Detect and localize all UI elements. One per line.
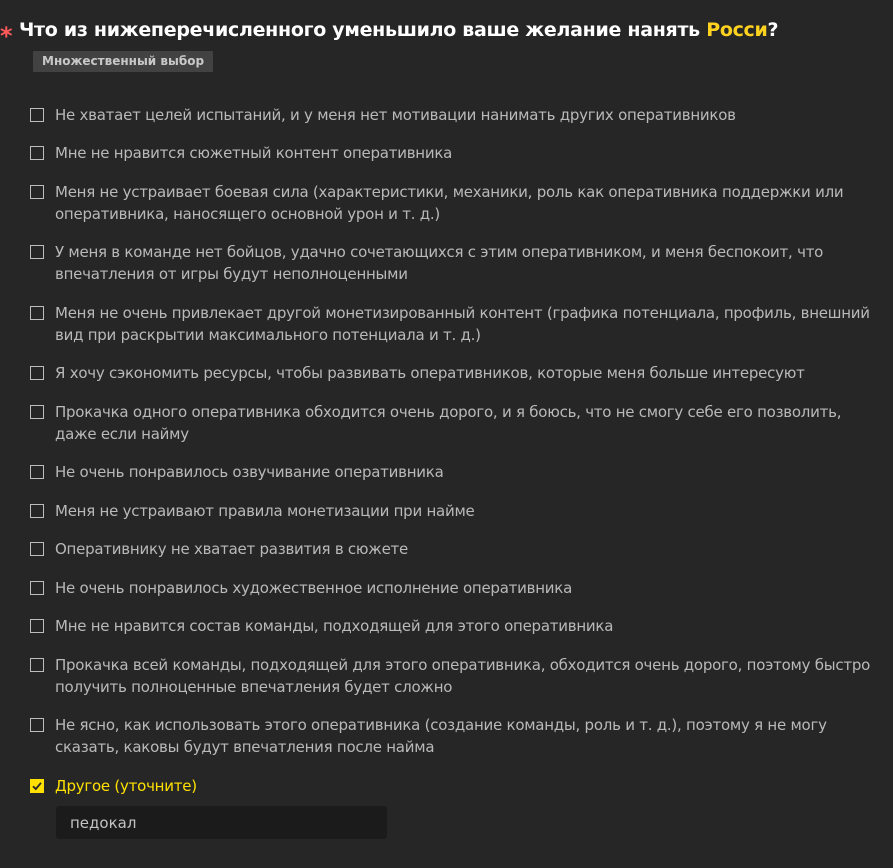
option-label: Я хочу сэкономить ресурсы, чтобы развивать оперативников, которые меня больше интересуют [55,364,805,382]
checkbox[interactable] [30,306,44,320]
option-label: Прокачка всей команды, подходящей для этого оперативника, обходится очень дорого, поэтому быстро получить полноценные впечатления будет сложно [55,656,871,696]
other-input-container [56,806,387,839]
required-marker: * [0,22,13,50]
option-label: Другое (уточните) [55,777,197,795]
checkbox[interactable] [30,465,44,479]
option-label: У меня в команде нет бойцов, удачно сочетающихся с этим оперативником, и меня беспокоит, что впечатления от игры будут неполноценными [55,243,824,283]
checkbox[interactable] [30,619,44,633]
option-label: Меня не очень привлекает другой монетизированный контент (графика потенциала, профиль, внешний вид при раскрытии максимального потенциала и т. д.) [55,304,870,344]
checkbox[interactable] [30,504,44,518]
checkbox[interactable] [30,366,44,380]
question-title-suffix: ? [767,19,779,41]
option-label: Оперативнику не хватает развития в сюжете [55,540,409,558]
checkmark-icon [32,781,42,791]
checkbox[interactable] [30,542,44,556]
checkbox[interactable] [30,185,44,199]
question-title-prefix: Что из нижеперечисленного уменьшило ваше желание нанять [19,19,707,41]
option-label: Не ясно, как использовать этого оперативника (создание команды, роль и т. д.), поэтому я не могу сказать, каковы будут впечатления после найма [55,716,827,756]
checkbox[interactable] [30,146,44,160]
option-label: Мне не нравится сюжетный контент оперативника [55,144,453,162]
checkbox[interactable] [30,108,44,122]
other-specify-input[interactable] [56,806,387,839]
checkbox[interactable] [30,245,44,259]
option-label: Не очень понравилось художественное исполнение оперативника [55,579,573,597]
option-label: Не очень понравилось озвучивание оперативника [55,463,444,481]
question-title [19,17,879,43]
checkbox[interactable] [30,658,44,672]
checkbox[interactable] [30,718,44,732]
checkbox[interactable] [30,405,44,419]
checkbox[interactable] [30,581,44,595]
checkbox[interactable] [30,779,44,793]
option-label: Не хватает целей испытаний, и у меня нет мотивации нанимать других оперативников [55,106,736,124]
question-type-badge: Множественный выбор [33,51,213,72]
option-label: Меня не устраивают правила монетизации при найме [55,502,475,520]
option-label: Мне не нравится состав команды, подходящей для этого оперативника [55,617,614,635]
option-label: Меня не устраивает боевая сила (характеристики, механики, роль как оперативника поддержки или оперативника, наносящего основной урон и т. д.) [55,183,844,223]
question-title-highlight: Росси [706,19,768,41]
option-label: Прокачка одного оперативника обходится очень дорого, и я боюсь, что не смогу себе его позволить, даже если найму [55,403,842,443]
